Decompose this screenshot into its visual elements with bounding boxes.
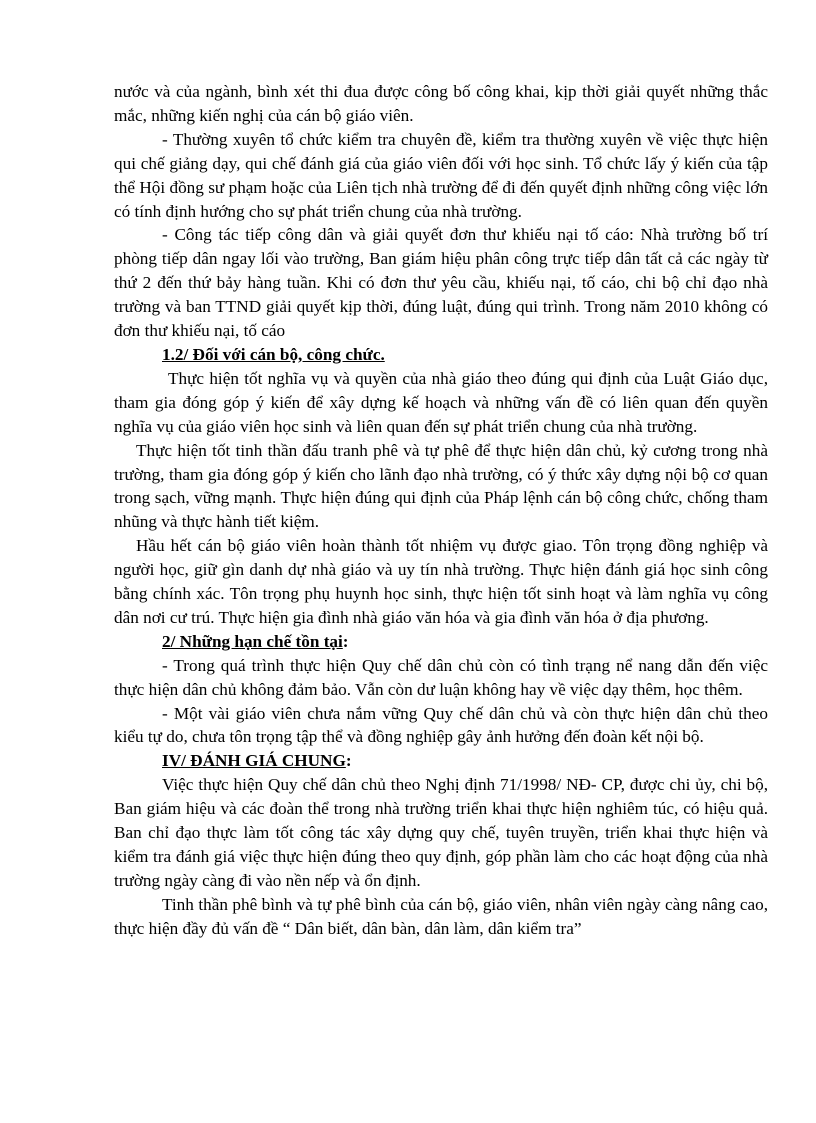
section-heading-2-text: 2/ Những hạn chế tồn tại xyxy=(162,631,343,651)
paragraph: Hầu hết cán bộ giáo viên hoàn thành tốt nhiệm vụ được giao. Tôn trọng đồng nghiệp và người học, giữ gìn danh dự nhà giáo và uy tín nhà trường. Thực hiện đánh giá học sinh công bằng chính xác. Tôn trọng phụ huynh học sinh, thực hiện tốt sinh hoạt và làm nghĩa vụ công dân nơi cư trú. Thực hiện gia đình nhà giáo văn hóa và gia đình văn hóa ở địa phương. xyxy=(114,536,768,627)
paragraph: - Công tác tiếp công dân và giải quyết đơn thư khiếu nại tố cáo: Nhà trường bố trí phòng tiếp dân ngay lối vào trường, Ban giám hiệu phân công trực tiếp dân tất cả các ngày từ thứ 2 đến thứ bảy hàng tuần. Khi có đơn thư yêu cầu, khiếu nại, tố cáo, chi bộ chỉ đạo nhà trường và ban TTND giải quyết kịp thời, đúng luật, đúng qui trình. Trong năm 2010 không có đơn thư khiếu nại, tố cáo xyxy=(114,225,768,341)
paragraph: Tinh thần phê bình và tự phê bình của cán bộ, giáo viên, nhân viên ngày càng nâng cao, thực hiện đầy đủ vấn đề “ Dân biết, dân bàn, dân làm, dân kiểm tra” xyxy=(114,894,768,938)
paragraph: - Thường xuyên tổ chức kiểm tra chuyên đề, kiểm tra thường xuyên về việc thực hiện qui chế giảng dạy, qui chế đánh giá của giáo viên đối với học sinh. Tổ chức lấy ý kiến của tập thể Hội đồng sư phạm hoặc của Liên tịch nhà trường để đi đến quyết định những công việc lớn có tính định hướng cho sự phát triển chung của nhà trường. xyxy=(114,129,768,221)
section-heading-2 xyxy=(114,630,768,654)
section-heading-2-colon: : xyxy=(342,631,349,651)
paragraph: Thực hiện tốt tinh thần đấu tranh phê và tự phê để thực hiện dân chủ, kỷ cương trong nhà trường, tham gia đóng góp ý kiến cho lãnh đạo nhà trường, có ý thức xây dựng nội bộ cơ quan trong sạch, vững mạnh. Thực hiện đúng qui định của Pháp lệnh cán bộ công chức, chống tham nhũng và thực hành tiết kiệm. xyxy=(114,440,768,532)
paragraph: - Trong quá trình thực hiện Quy chế dân chủ còn có tình trạng nể nang dẫn đến việc thực hiện dân chủ không đảm bảo. Vẫn còn dư luận không hay về việc dạy thêm, học thêm. xyxy=(114,655,768,699)
paragraph: Thực hiện tốt nghĩa vụ và quyền của nhà giáo theo đúng qui định của Luật Giáo dục, tham gia đóng góp ý kiến để xây dựng kế hoạch và những vấn đề có liên quan đến quyền nghĩa vụ của giáo viên học sinh và liên quan đến sự phát triển chung của nhà trường. xyxy=(114,368,768,436)
section-heading-iv-colon: : xyxy=(345,751,352,771)
section-heading-1-2-text: 1.2/ Đối với cán bộ, công chức. xyxy=(162,344,385,364)
section-heading-iv-text: IV/ ĐÁNH GIÁ CHUNG xyxy=(162,751,346,771)
document-page xyxy=(114,80,768,941)
paragraph: Việc thực hiện Quy chế dân chủ theo Nghị định 71/1998/ NĐ- CP, được chi ủy, chi bộ, Ban giám hiệu và các đoàn thể trong nhà trường triển khai thực hiện nghiêm túc, có hiệu quả. Ban chỉ đạo thực làm tốt công tác xây dựng quy chế, tuyên truyền, triển khai thực hiện và kiểm tra đánh giá việc thực hiện đúng theo quy định, góp phần làm cho các hoạt động của nhà trường ngày càng đi vào nền nếp và ổn định. xyxy=(114,775,768,890)
section-heading-1-2 xyxy=(114,343,768,367)
paragraph: - Một vài giáo viên chưa nắm vững Quy chế dân chủ và còn thực hiện dân chủ theo kiểu tự do, chưa tôn trọng tập thể và đồng nghiệp gây ảnh hưởng đến đoàn kết nội bộ. xyxy=(114,703,768,747)
section-heading-iv xyxy=(114,749,768,773)
paragraph: nước và của ngành, bình xét thi đua được công bố công khai, kịp thời giải quyết những thắc mắc, những kiến nghị của cán bộ giáo viên. xyxy=(114,82,768,125)
